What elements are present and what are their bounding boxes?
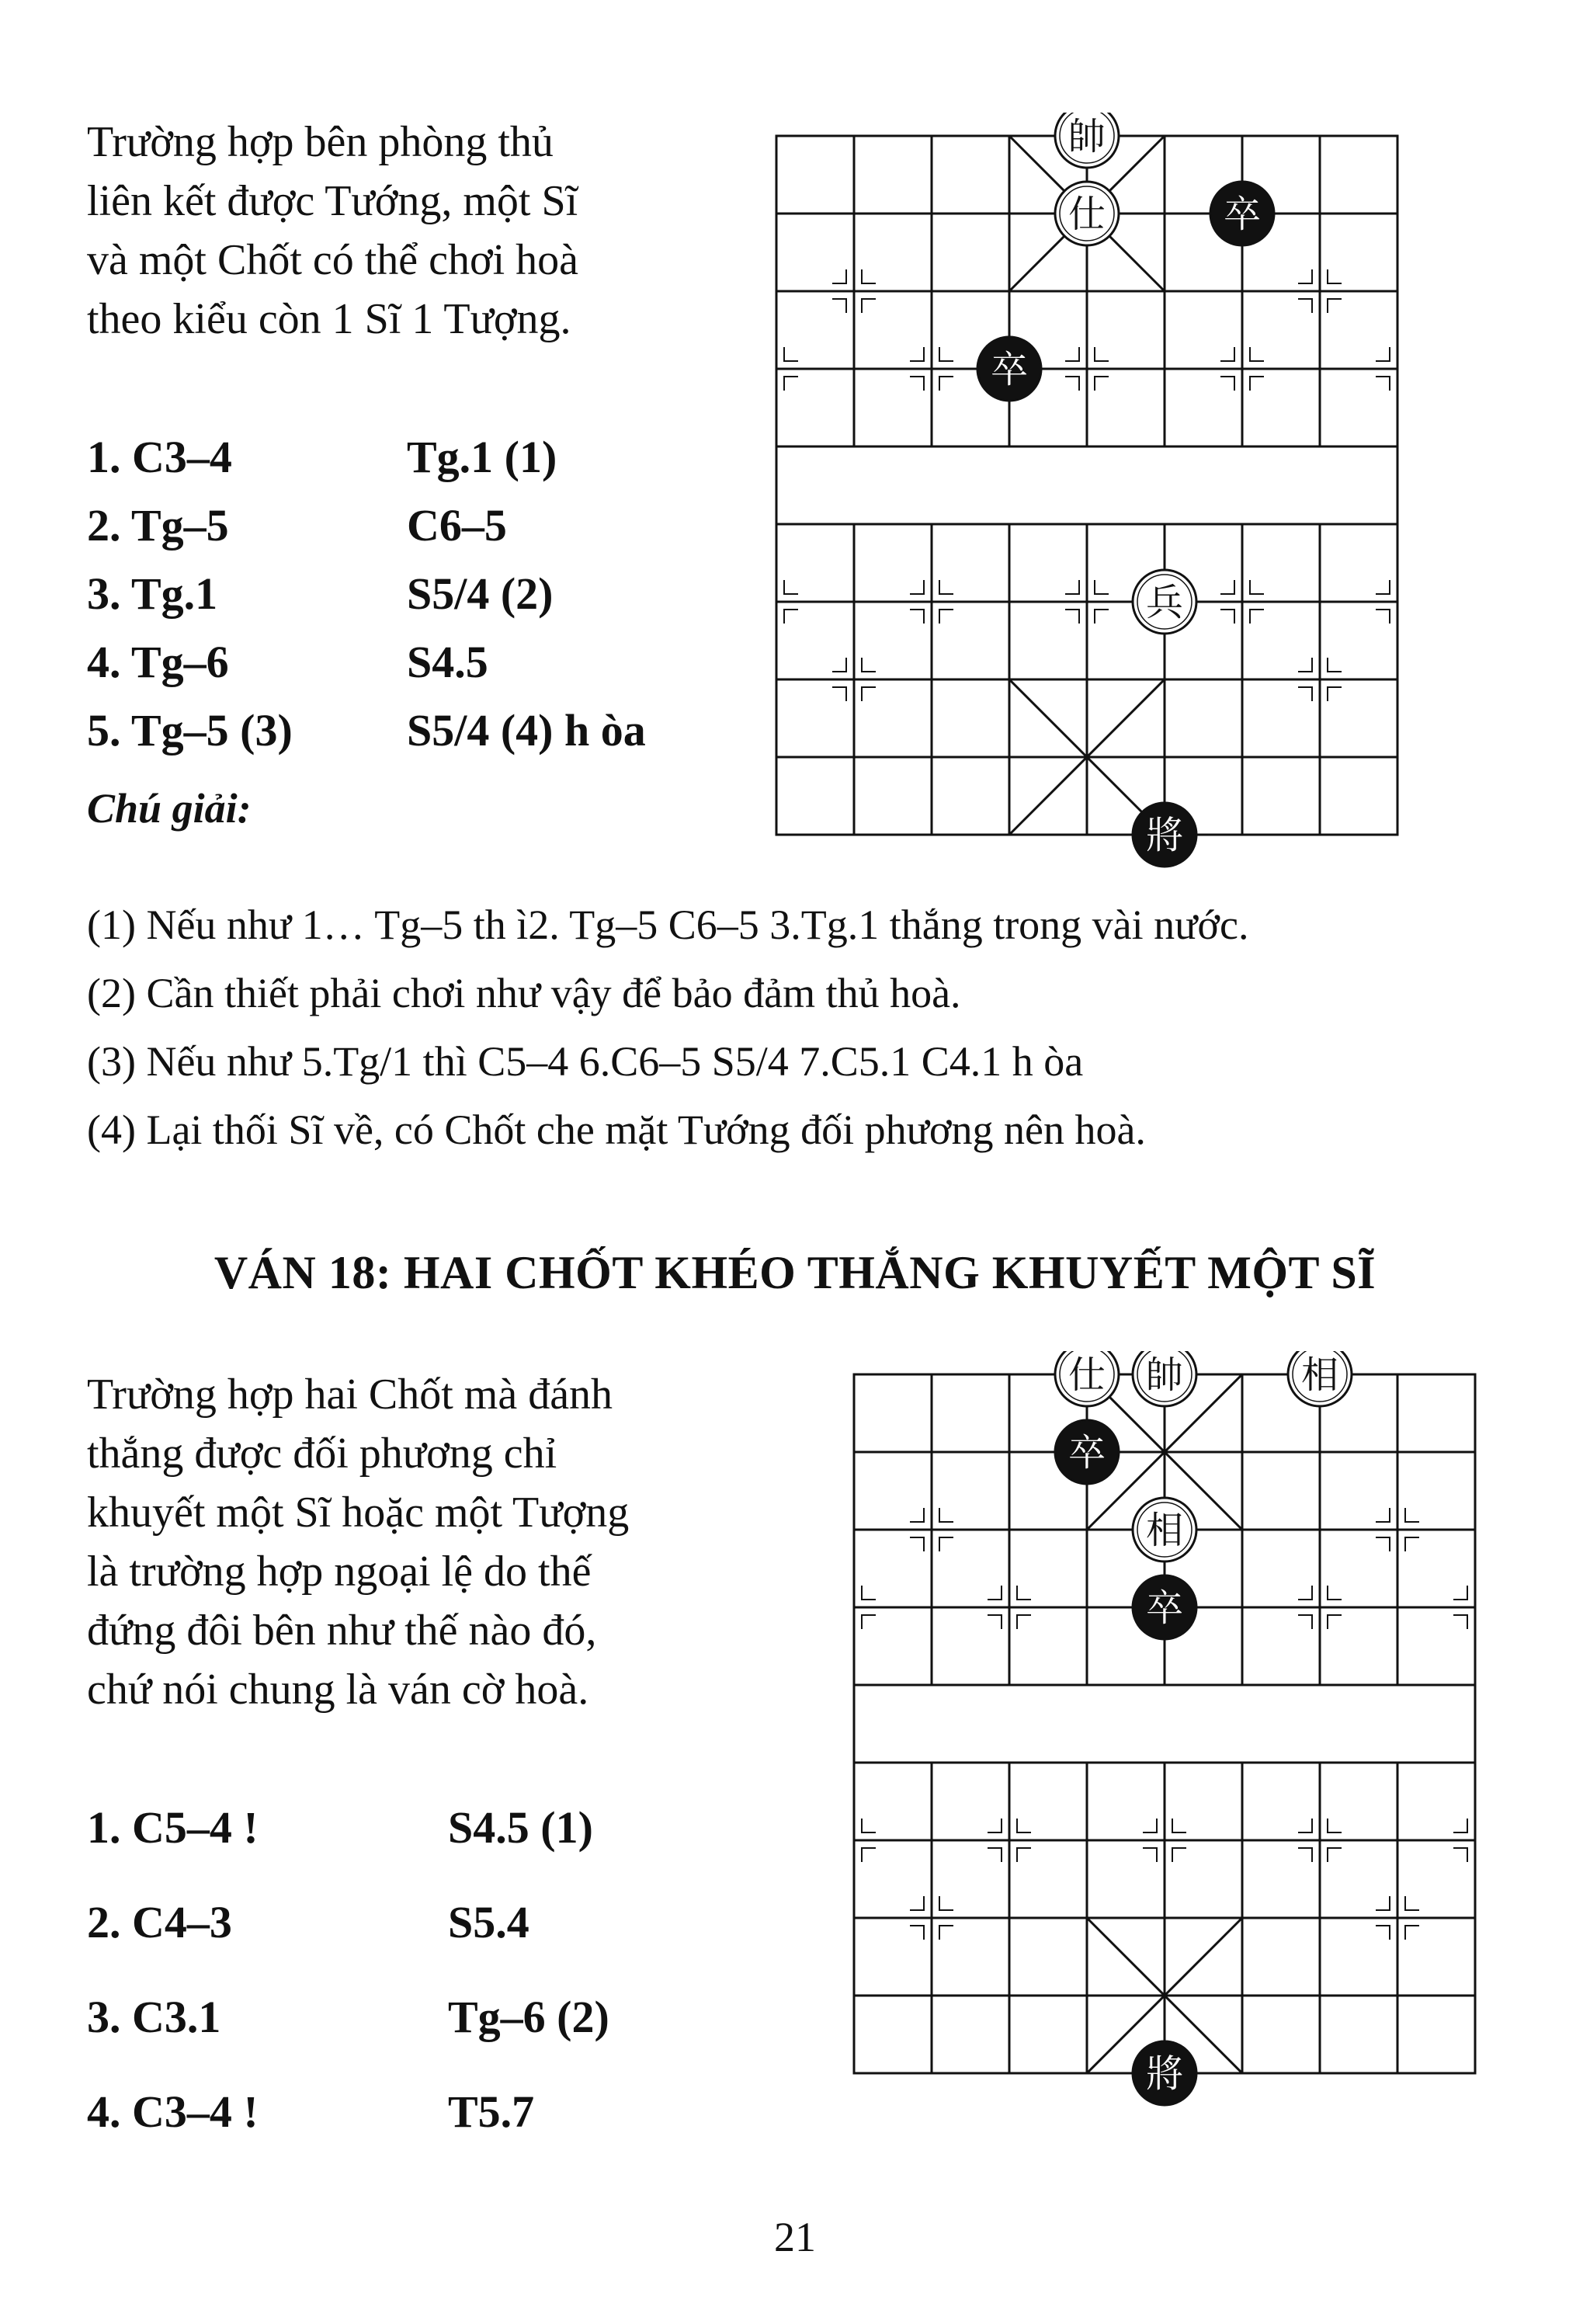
position-marker: [1328, 658, 1342, 672]
position-marker: [1017, 1615, 1031, 1629]
position-marker: [1172, 1848, 1186, 1862]
position-marker: [832, 299, 846, 313]
position-marker: [910, 1926, 924, 1940]
position-marker: [1376, 610, 1390, 624]
piece-black: [1210, 182, 1274, 245]
position-marker: [1143, 1848, 1157, 1862]
position-marker: [1298, 1848, 1312, 1862]
black-move: S5.4: [448, 1897, 529, 1947]
position-marker: [910, 1537, 924, 1551]
piece-red: [1288, 1351, 1352, 1406]
black-move: S5/4 (2): [407, 568, 554, 619]
page-number: 21: [774, 2214, 816, 2260]
position-marker: [1065, 580, 1079, 594]
position-marker: [939, 580, 953, 594]
position-marker: [1065, 347, 1079, 361]
piece-label: 相: [1145, 1509, 1184, 1552]
position-marker: [862, 1586, 876, 1600]
position-marker: [1017, 1586, 1031, 1600]
position-marker: [1405, 1537, 1419, 1551]
position-marker: [939, 347, 953, 361]
piece-black: [1055, 1420, 1119, 1484]
white-move: 3. C3.1: [87, 1992, 221, 2042]
position-marker: [988, 1586, 1002, 1600]
position-marker: [1298, 1586, 1312, 1600]
note-1: (1) Nếu như 1… Tg–5 th ì2. Tg–5 C6–5 3.Tg.1 thắng trong vài nước.: [87, 901, 1249, 948]
position-marker: [910, 347, 924, 361]
position-marker: [910, 580, 924, 594]
position-marker: [1250, 580, 1264, 594]
piece-label: 卒: [1068, 1431, 1106, 1475]
position-marker: [1220, 610, 1234, 624]
board-grid: [854, 1374, 1475, 2073]
position-marker: [1095, 610, 1109, 624]
position-marker: [862, 299, 876, 313]
position-marker: [832, 658, 846, 672]
position-marker: [784, 610, 798, 624]
intro-paragraph: [87, 113, 685, 349]
white-move: 2. Tg–5: [87, 500, 229, 551]
piece-label: 將: [1145, 814, 1184, 857]
intro-line: liên kết được Tướng, một Sĩ: [87, 177, 578, 225]
piece-red: [1133, 570, 1196, 634]
piece-label: 卒: [1145, 1586, 1184, 1630]
position-marker: [1250, 347, 1264, 361]
position-marker: [862, 269, 876, 283]
position-marker: [910, 610, 924, 624]
white-move: 1. C5–4 !: [87, 1802, 259, 1853]
position-marker: [1376, 1926, 1390, 1940]
position-marker: [1143, 1819, 1157, 1832]
position-marker: [1376, 580, 1390, 594]
position-marker: [1328, 1615, 1342, 1629]
position-marker: [1405, 1508, 1419, 1522]
intro-line: Trường hợp bên phòng thủ: [87, 118, 554, 166]
position-marker: [910, 1896, 924, 1910]
position-marker: [1376, 1537, 1390, 1551]
position-marker: [832, 269, 846, 283]
position-marker: [1065, 377, 1079, 391]
piece-label: 相: [1300, 1353, 1339, 1397]
position-marker: [1376, 1896, 1390, 1910]
position-marker: [1298, 1819, 1312, 1832]
position-marker: [1017, 1848, 1031, 1862]
position-marker: [1298, 269, 1312, 283]
piece-label: 仕: [1068, 1353, 1106, 1397]
paragraph-line: khuyết một Sĩ hoặc một Tượng: [87, 1489, 630, 1537]
paragraph-line: đứng đôi bên như thế nào đó,: [87, 1607, 597, 1655]
paragraph-line: chứ nói chung là ván cờ hoà.: [87, 1666, 589, 1714]
position-marker: [988, 1819, 1002, 1832]
black-move: Tg–6 (2): [448, 1992, 609, 2042]
piece-label: 卒: [990, 348, 1029, 391]
piece-black: [1133, 1575, 1196, 1639]
position-marker: [1250, 610, 1264, 624]
position-marker: [862, 687, 876, 701]
section-heading: VÁN 18: HAI CHỐT KHÉO THẮNG KHUYẾT MỘT SĨ: [214, 1247, 1376, 1298]
piece-black: [1133, 803, 1196, 867]
xiangqi-board-2: [842, 1351, 1487, 2112]
position-marker: [784, 377, 798, 391]
position-marker: [784, 347, 798, 361]
black-move: C6–5: [407, 500, 507, 551]
position-marker: [1453, 1615, 1467, 1629]
black-move: S4.5 (1): [448, 1802, 593, 1853]
position-marker: [1328, 269, 1342, 283]
position-marker: [988, 1848, 1002, 1862]
position-marker: [862, 658, 876, 672]
position-marker: [988, 1615, 1002, 1629]
position-marker: [1172, 1819, 1186, 1832]
note-4: (4) Lại thối Sĩ về, có Chốt che mặt Tướng đối phương nên hoà.: [87, 1106, 1146, 1153]
position-marker: [1095, 580, 1109, 594]
position-marker: [910, 377, 924, 391]
position-marker: [1220, 377, 1234, 391]
notes-title: Chú giải:: [87, 785, 252, 832]
position-marker: [1298, 1615, 1312, 1629]
white-move: 1. C3–4: [87, 432, 232, 482]
position-marker: [1328, 687, 1342, 701]
position-marker: [784, 580, 798, 594]
position-marker: [1298, 299, 1312, 313]
position-marker: [1298, 658, 1312, 672]
position-marker: [862, 1819, 876, 1832]
intro-line: và một Chốt có thể chơi hoà: [87, 236, 579, 284]
position-marker: [1220, 347, 1234, 361]
position-marker: [939, 377, 953, 391]
paragraph-line: Trường hợp hai Chốt mà đánh: [87, 1370, 613, 1419]
black-move: Tg.1 (1): [407, 432, 557, 482]
position-marker: [1328, 1586, 1342, 1600]
white-move: 2. C4–3: [87, 1897, 232, 1947]
piece-red: [1055, 182, 1119, 245]
piece-red: [1133, 1498, 1196, 1561]
white-move: 4. Tg–6: [87, 637, 229, 687]
position-marker: [1017, 1819, 1031, 1832]
piece-label: 帥: [1068, 115, 1106, 158]
white-move: 5. Tg–5 (3): [87, 705, 293, 756]
position-marker: [910, 1508, 924, 1522]
position-marker: [832, 687, 846, 701]
position-marker: [1453, 1819, 1467, 1832]
position-marker: [862, 1615, 876, 1629]
xiangqi-board-1: [765, 113, 1409, 874]
piece-label: 兵: [1145, 581, 1184, 624]
position-marker: [1328, 299, 1342, 313]
position-marker: [1376, 1508, 1390, 1522]
section-paragraph: [87, 1365, 762, 1719]
position-marker: [1328, 1819, 1342, 1832]
position-marker: [1065, 610, 1079, 624]
position-marker: [1095, 377, 1109, 391]
position-marker: [1250, 377, 1264, 391]
position-marker: [939, 1896, 953, 1910]
piece-red: [1055, 113, 1119, 168]
black-move: S4.5: [407, 637, 488, 687]
piece-red: [1133, 1351, 1196, 1406]
intro-line: theo kiểu còn 1 Sĩ 1 Tượng.: [87, 295, 571, 343]
piece-red: [1055, 1351, 1119, 1406]
piece-black: [1133, 2041, 1196, 2105]
position-marker: [1328, 1848, 1342, 1862]
position-marker: [1376, 347, 1390, 361]
position-marker: [1298, 687, 1312, 701]
position-marker: [1376, 377, 1390, 391]
position-marker: [939, 1537, 953, 1551]
piece-label: 將: [1145, 2052, 1184, 2096]
position-marker: [939, 1508, 953, 1522]
position-marker: [1453, 1848, 1467, 1862]
piece-black: [977, 337, 1041, 401]
position-marker: [1453, 1586, 1467, 1600]
piece-label: 仕: [1068, 193, 1106, 236]
note-2: (2) Cần thiết phải chơi như vậy để bảo đảm thủ hoà.: [87, 970, 961, 1016]
paragraph-line: thắng được đối phương chỉ: [87, 1429, 557, 1478]
position-marker: [1405, 1926, 1419, 1940]
piece-label: 卒: [1223, 193, 1262, 236]
note-3: (3) Nếu như 5.Tg/1 thì C5–4 6.C6–5 S5/4 7.C5.1 C4.1 h òa: [87, 1038, 1084, 1085]
white-move: 3. Tg.1: [87, 568, 218, 619]
black-move: S5/4 (4) h òa: [407, 705, 646, 756]
black-move: T5.7: [448, 2086, 535, 2137]
position-marker: [862, 1848, 876, 1862]
position-marker: [1405, 1896, 1419, 1910]
position-marker: [1095, 347, 1109, 361]
piece-label: 帥: [1145, 1353, 1184, 1397]
paragraph-line: là trường hợp ngoại lệ do thế: [87, 1548, 592, 1596]
position-marker: [939, 1926, 953, 1940]
position-marker: [939, 610, 953, 624]
position-marker: [1220, 580, 1234, 594]
white-move: 4. C3–4 !: [87, 2086, 259, 2137]
